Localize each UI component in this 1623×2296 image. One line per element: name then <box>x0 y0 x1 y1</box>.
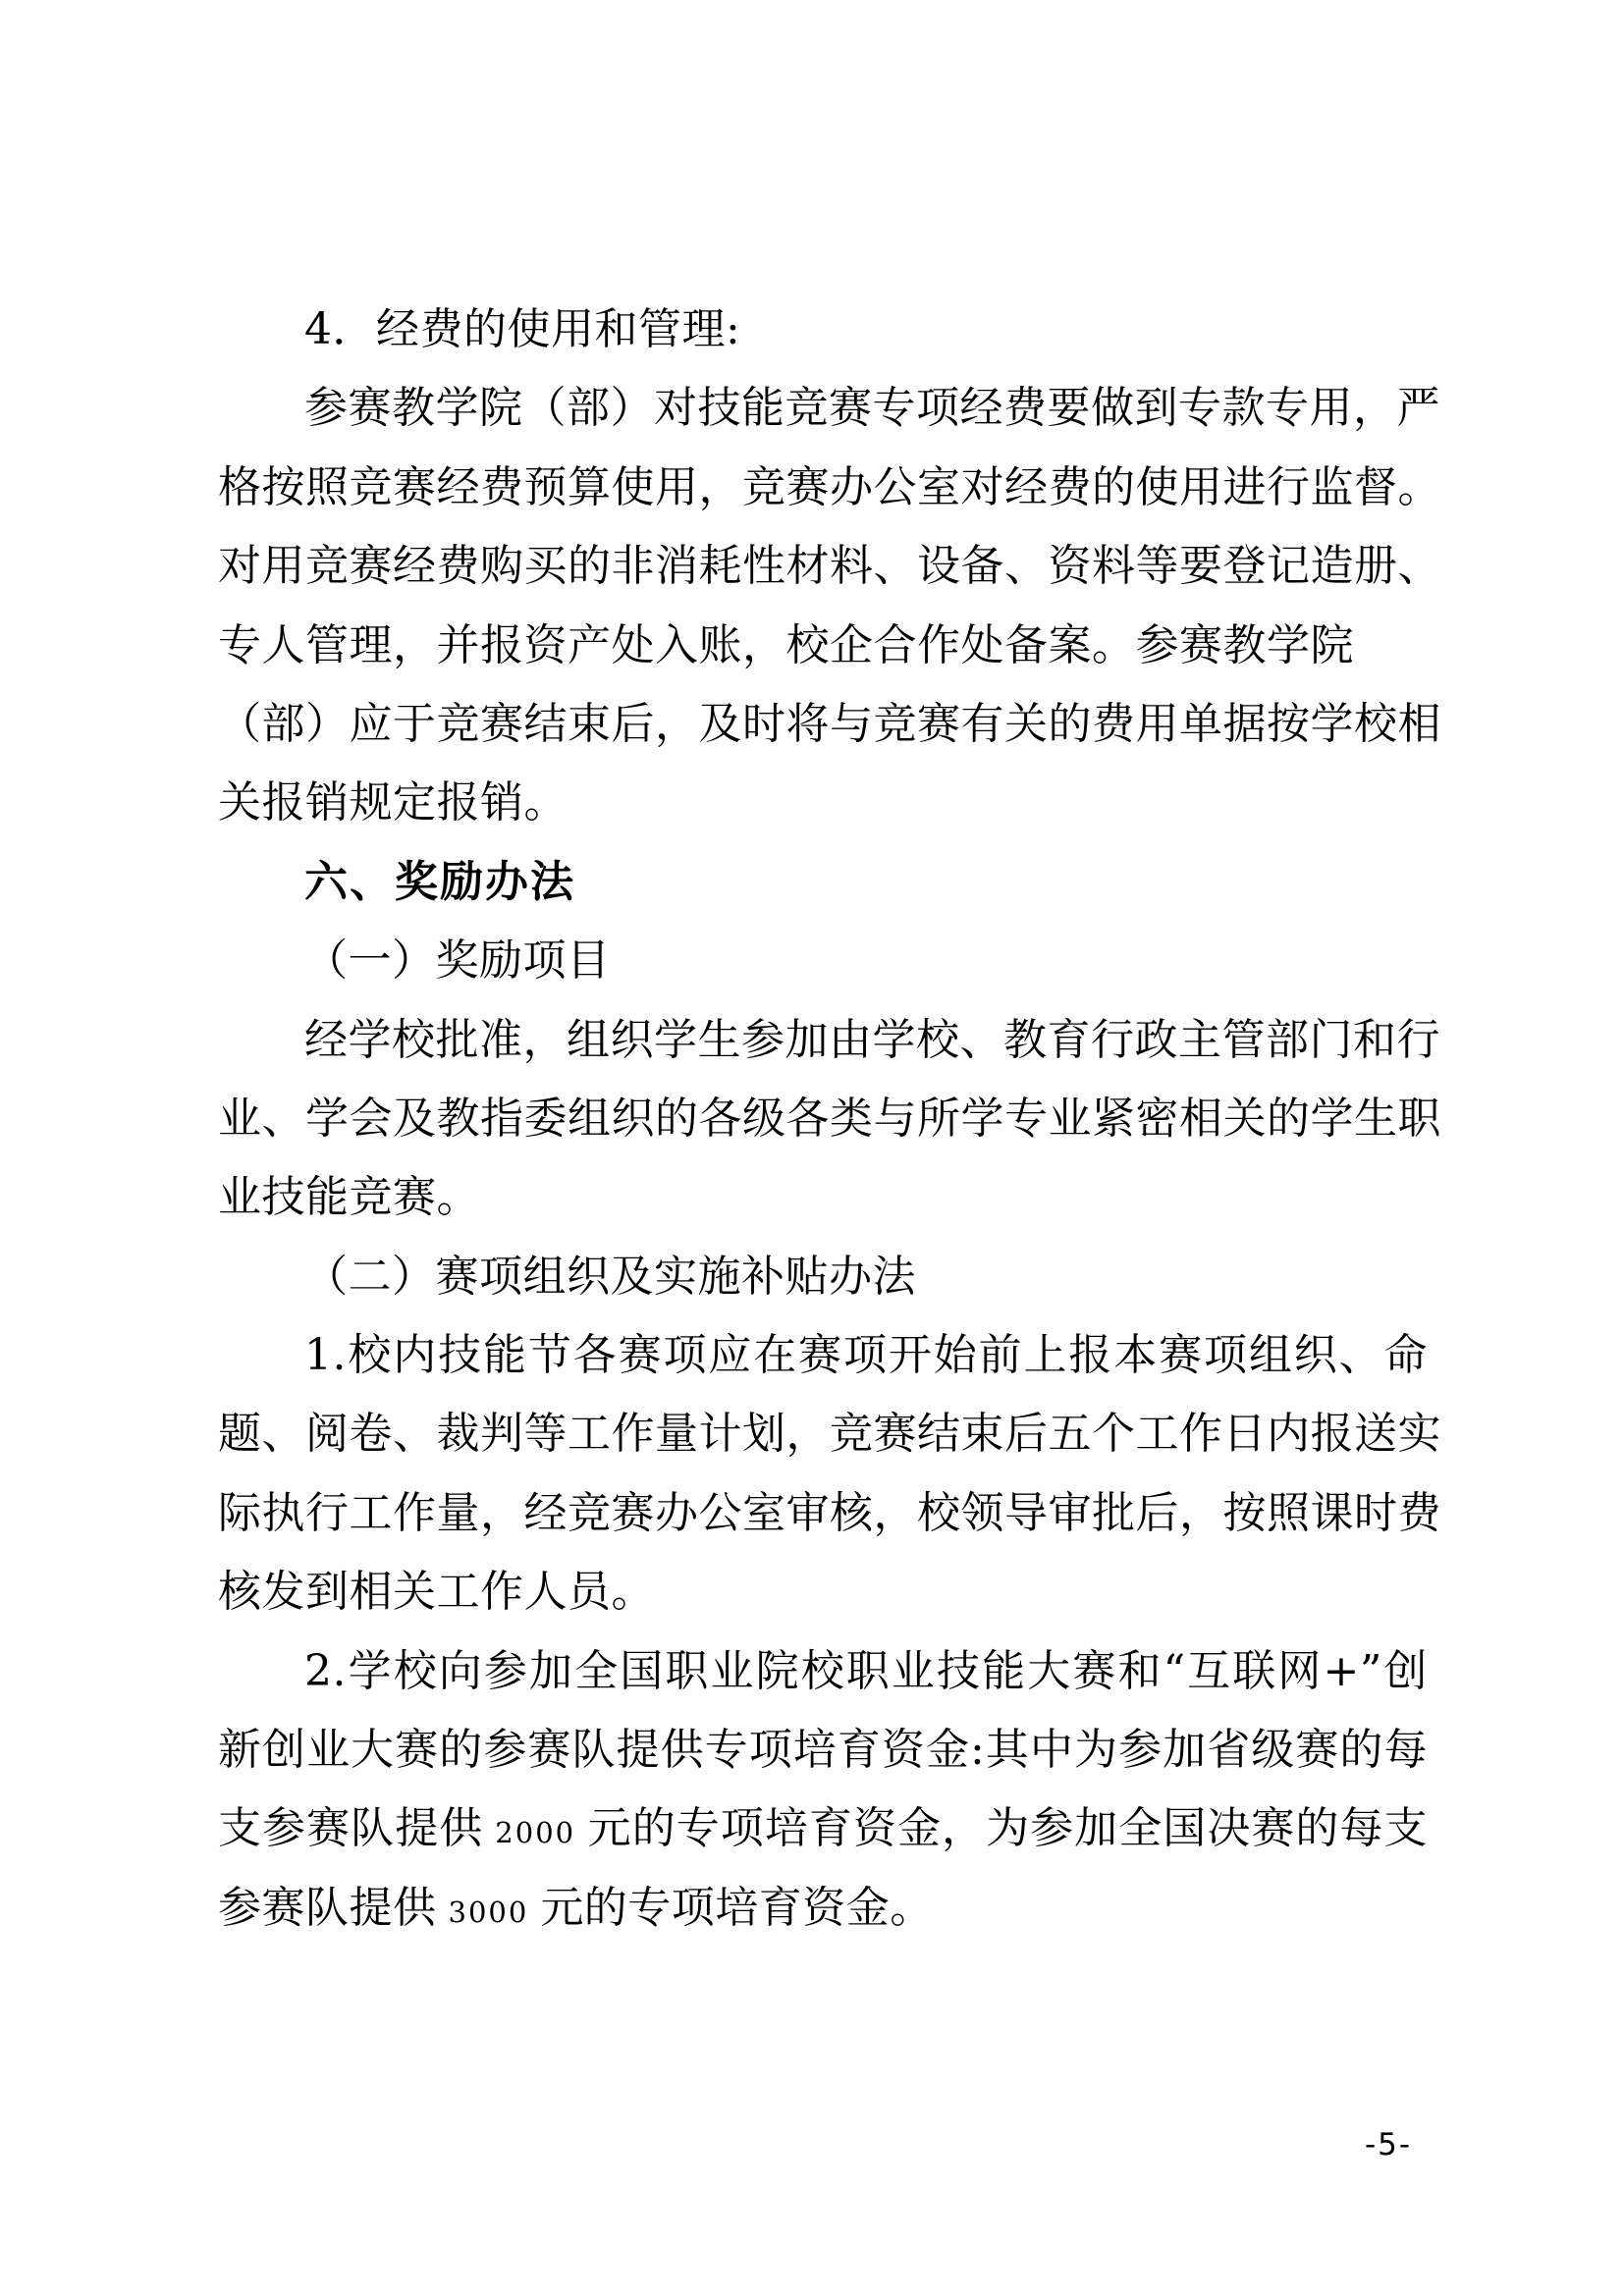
text-line: 新创业大赛的参赛队提供专项培育资金:其中为参加省级赛的每 <box>218 1725 1428 1776</box>
subsection-heading: （二）赛项组织及实施补贴办法 <box>304 1251 916 1302</box>
text-line: 参赛教学院（部）对技能竞赛专项经费要做到专款专用，严 <box>304 383 1440 434</box>
text-segment: 元的专项培育资金。 <box>540 1882 934 1933</box>
text-line: 核发到相关工作人员。 <box>218 1567 655 1618</box>
text-line <box>218 1789 1428 1868</box>
text-line: 1.校内技能节各赛项应在赛项开始前上报本赛项组织、命 <box>304 1330 1428 1381</box>
amount-value: 3000 <box>448 1895 529 1929</box>
numbered-item-heading: 4．经费的使用和管理: <box>304 304 741 354</box>
text-line: 题、阅卷、裁判等工作量计划，竞赛结束后五个工作日内报送实 <box>218 1409 1441 1460</box>
text-line <box>218 1869 1428 1948</box>
text-line: 业技能竞赛。 <box>218 1172 480 1223</box>
document-body <box>218 291 1441 1948</box>
text-line: 对用竞赛经费购买的非消耗性材料、设备、资料等要登记造册、 <box>218 541 1441 592</box>
text-line: 际执行工作量，经竞赛办公室审核，校领导审批后，按照课时费 <box>218 1487 1441 1538</box>
section-heading: 六、奖励办法 <box>304 856 575 907</box>
text-line: 格按照竞赛经费预算使用，竞赛办公室对经费的使用进行监督。 <box>218 461 1441 512</box>
text-line: 业、学会及教指委组织的各级各类与所学专业紧密相关的学生职 <box>218 1093 1441 1144</box>
page-number: -5- <box>1365 2127 1413 2163</box>
text-segment: 支参赛队提供 <box>218 1803 484 1854</box>
text-line: 专人管理，并报资产处入账，校企合作处备案。参赛教学院 <box>218 619 1354 670</box>
text-segment: 元的专项培育资金，为参加全国决赛的每支 <box>587 1803 1429 1854</box>
subsection-heading: （一）奖励项目 <box>304 935 611 987</box>
text-line: 关报销规定报销。 <box>218 777 568 828</box>
text-segment: 参赛队提供 <box>218 1882 437 1933</box>
amount-value: 2000 <box>495 1816 576 1850</box>
text-line: 经学校批准，组织学生参加由学校、教育行政主管部门和行 <box>304 1014 1440 1065</box>
text-line: （部）应于竞赛结束后，及时将与竞赛有关的费用单据按学校相 <box>218 698 1441 749</box>
text-line: 2.学校向参加全国职业院校职业技能大赛和“互联网+”创 <box>304 1645 1428 1696</box>
